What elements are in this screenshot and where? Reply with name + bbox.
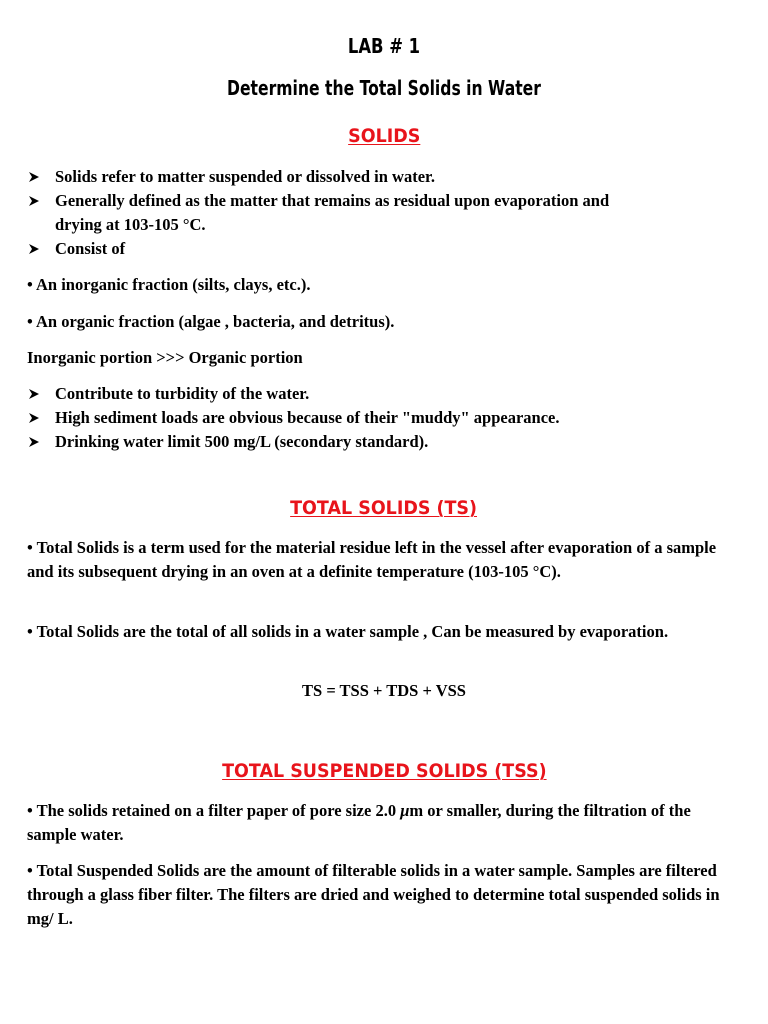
arrow-bullet-icon (27, 430, 43, 454)
arrow-bullet-icon (27, 382, 43, 406)
inorganic-fraction: • An inorganic fraction (silts, clays, etc.). (27, 275, 311, 294)
organic-fraction: • An organic fraction (algae , bacteria, and detritus). (27, 312, 395, 331)
ts-heading: TOTAL SOLIDS (TS) (290, 497, 478, 519)
arrow-bullet-icon (27, 189, 43, 213)
solids-bullet-4: Contribute to turbidity of the water. (55, 384, 310, 403)
lab-title: LAB # 1 (347, 34, 421, 58)
solids-heading-wrap (0, 125, 768, 147)
tss-paragraph-2: • Total Suspended Solids are the amount of filterable solids in a water sample. Samples are filtered through a glass fiber filter. The filters are dried and weighed to determine total suspended solids in mg/ L. (27, 861, 720, 928)
solids-bullet-6: Drinking water limit 500 mg/L (secondary standard). (55, 432, 429, 451)
tss-paragraph-1-end: m or smaller, during the filtration of the sample water. (27, 801, 691, 844)
ts-heading-wrap (0, 497, 768, 519)
ts-equation: TS = TSS + TDS + VSS (302, 681, 466, 700)
ts-paragraph-2: • Total Solids are the total of all solids in a water sample , Can be measured by evaporation. (27, 622, 669, 641)
solids-bullet-1: Solids refer to matter suspended or dissolved in water. (55, 167, 435, 186)
document-title: Determine the Total Solids in Water (227, 76, 541, 100)
tss-heading-wrap (0, 760, 768, 782)
tss-paragraph-1 (27, 799, 743, 847)
arrow-bullet-icon (27, 237, 43, 261)
micro-symbol: μ (400, 801, 410, 820)
solids-bullet-5: High sediment loads are obvious because of their "muddy" appearance. (55, 408, 560, 427)
ts-paragraph-1: • Total Solids is a term used for the material residue left in the vessel after evaporation of a sample and its subsequent drying in an oven at a definite temperature (103-105 °C). (27, 538, 717, 581)
portion-comparison: Inorganic portion >>> Organic portion (27, 348, 303, 367)
arrow-bullet-icon (27, 165, 43, 189)
solids-bullet-2: Generally defined as the matter that remains as residual upon evaporation and (55, 191, 610, 210)
tss-heading: TOTAL SUSPENDED SOLIDS (TSS) (221, 760, 547, 782)
solids-bullet-2-cont: drying at 103-105 °C. (55, 215, 206, 234)
arrow-bullet-icon (27, 406, 43, 430)
solids-bullet-3: Consist of (55, 239, 126, 258)
solids-heading: SOLIDS (347, 125, 421, 147)
tss-paragraph-1-start: • The solids retained on a filter paper of pore size 2.0 (27, 801, 401, 820)
